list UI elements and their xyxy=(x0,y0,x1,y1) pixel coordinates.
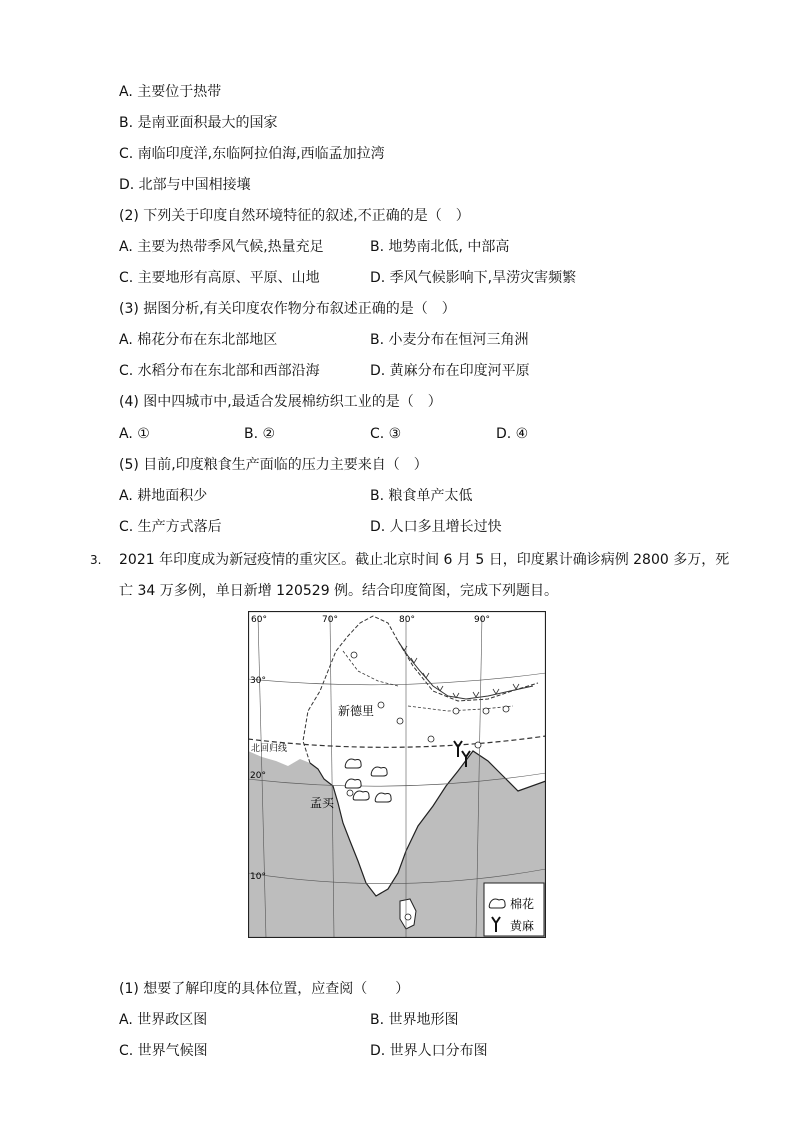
q2-1-option-a: A. 主要位于热带 xyxy=(119,84,222,100)
lon-label-90: 90° xyxy=(474,615,490,625)
city-marker xyxy=(453,708,459,714)
city-marker xyxy=(397,718,403,724)
q2-4-option-d: D. ④ xyxy=(496,426,529,442)
city-marker-new-delhi xyxy=(378,702,384,708)
q2-2-option-c: C. 主要地形有高原、平原、山地 xyxy=(119,270,320,286)
city-marker xyxy=(351,652,357,658)
city-label-mumbai: 孟买 xyxy=(310,796,335,810)
q2-3-option-b: B. 小麦分布在恒河三角洲 xyxy=(370,332,529,348)
q2-5-option-c: C. 生产方式落后 xyxy=(119,519,222,535)
q3-1-option-b: B. 世界地形图 xyxy=(370,1012,459,1028)
cotton-icon xyxy=(345,759,361,768)
lat-label-30: 30° xyxy=(250,676,266,686)
city-marker xyxy=(428,736,434,742)
q2-5-stem: (5) 目前,印度粮食生产面临的压力主要来自（ ） xyxy=(119,457,428,473)
q2-4-option-a: A. ① xyxy=(119,426,150,442)
q2-2-option-d: D. 季风气候影响下,旱涝灾害频繁 xyxy=(370,270,577,286)
q3-1-stem: (1) 想要了解印度的具体位置，应查阅（ ） xyxy=(119,981,410,997)
tropic-label: 北回归线 xyxy=(251,744,288,754)
city-marker xyxy=(483,708,489,714)
q2-3-option-c: C. 水稻分布在东北部和西部沿海 xyxy=(119,363,320,379)
legend-cotton-label: 棉花 xyxy=(510,897,535,911)
q3-stem-line1: 2021 年印度成为新冠疫情的重灾区。截止北京时间 6 月 5 日，印度累计确诊病例 2800 多万，死 xyxy=(119,552,730,568)
q2-4-option-c: C. ③ xyxy=(370,426,402,442)
q2-3-stem: (3) 据图分析,有关印度农作物分布叙述正确的是（ ） xyxy=(119,301,456,317)
q2-5-option-a: A. 耕地面积少 xyxy=(119,488,208,504)
legend-cotton-icon xyxy=(489,899,505,908)
lon-label-70: 70° xyxy=(322,615,338,625)
q3-number: 3. xyxy=(90,553,102,567)
cotton-icon xyxy=(345,779,361,788)
q2-2-stem: (2) 下列关于印度自然环境特征的叙述,不正确的是（ ） xyxy=(119,208,470,224)
cotton-icon xyxy=(371,767,387,776)
q3-1-option-d: D. 世界人口分布图 xyxy=(370,1043,488,1059)
city-marker-mumbai xyxy=(347,790,353,796)
cotton-icon xyxy=(375,793,391,802)
q2-3-option-d: D. 黄麻分布在印度河平原 xyxy=(370,363,530,379)
city-marker xyxy=(503,706,509,712)
q2-3-option-a: A. 棉花分布在东北部地区 xyxy=(119,332,278,348)
q2-4-stem: (4) 图中四城市中,最适合发展棉纺织工业的是（ ） xyxy=(119,394,442,410)
q3-1-option-a: A. 世界政区图 xyxy=(119,1012,208,1028)
q3-stem-line2: 亡 34 万多例，单日新增 120529 例。结合印度简图，完成下列题目。 xyxy=(119,583,559,599)
q2-5-option-b: B. 粮食单产太低 xyxy=(370,488,473,504)
cotton-icon xyxy=(353,791,369,800)
q2-5-option-d: D. 人口多且增长过快 xyxy=(370,519,502,535)
city-label-new-delhi: 新德里 xyxy=(338,704,375,718)
lon-label-80: 80° xyxy=(399,615,415,625)
q2-1-option-b: B. 是南亚面积最大的国家 xyxy=(119,115,278,131)
q2-4-option-b: B. ② xyxy=(244,426,276,442)
lat-label-10: 10° xyxy=(250,872,266,882)
city-marker xyxy=(405,914,411,920)
q2-2-option-b: B. 地势南北低, 中部高 xyxy=(370,239,510,255)
q2-2-option-a: A. 主要为热带季风气候,热量充足 xyxy=(119,239,324,255)
india-map xyxy=(248,611,546,938)
lon-label-60: 60° xyxy=(251,615,267,625)
q2-1-option-c: C. 南临印度洋,东临阿拉伯海,西临孟加拉湾 xyxy=(119,146,385,162)
legend xyxy=(484,883,544,936)
q3-1-option-c: C. 世界气候图 xyxy=(119,1043,208,1059)
lat-label-20: 20° xyxy=(250,771,266,781)
city-marker xyxy=(475,742,481,748)
legend-jute-label: 黄麻 xyxy=(510,919,535,933)
q2-1-option-d: D. 北部与中国相接壤 xyxy=(119,177,251,193)
